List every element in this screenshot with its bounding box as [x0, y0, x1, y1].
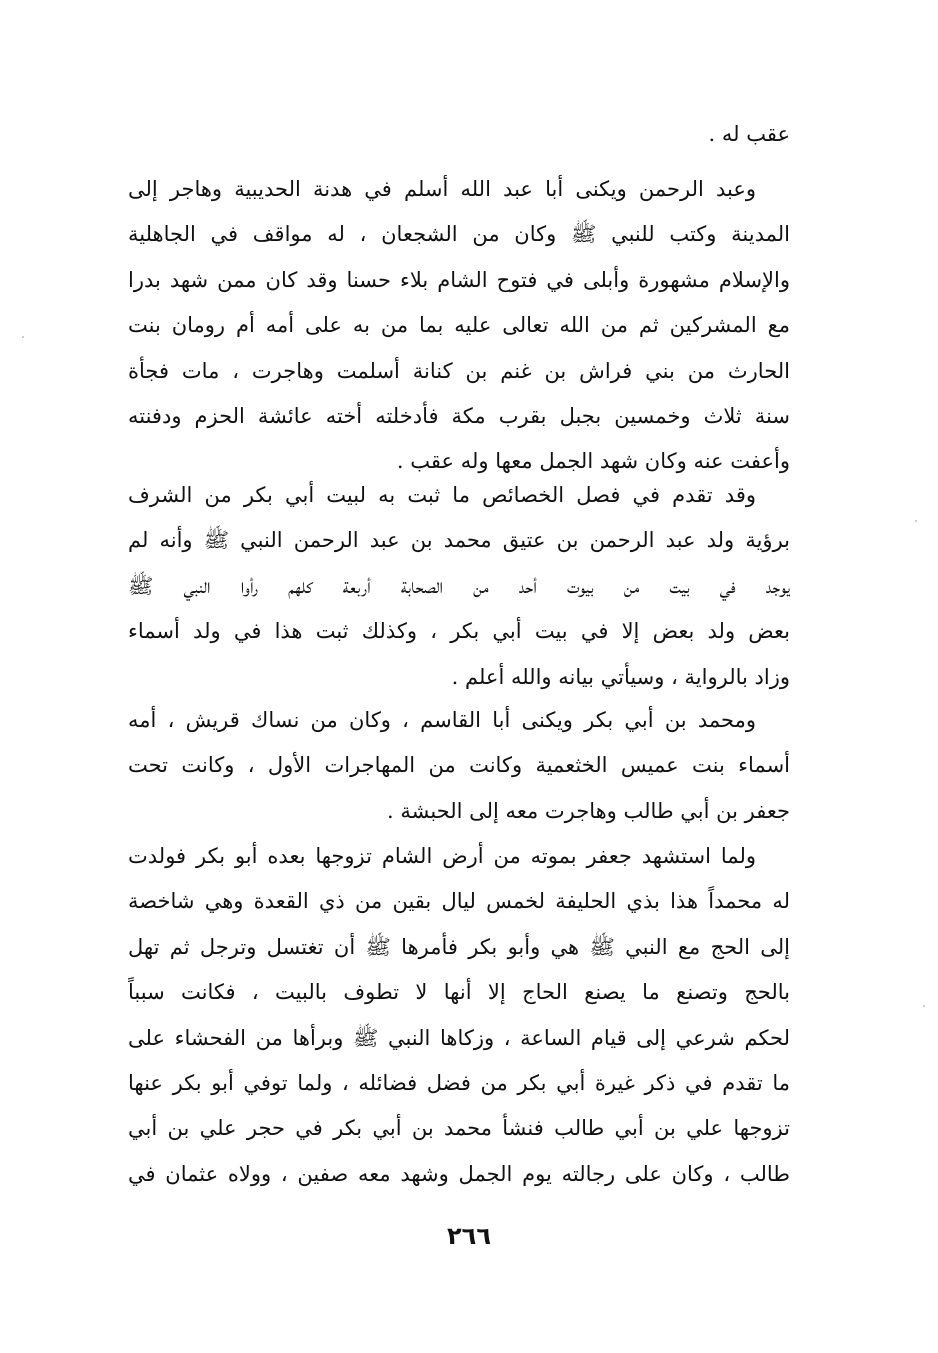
text-line: ومحمد بن أبي بكر ويكنى أبا القاسم ، وكان من نساك قريش ، أمه	[128, 708, 756, 732]
paragraph-intro	[128, 112, 790, 157]
text-line: وأعفت عنه وكان شهد الجمل معها وله عقب .	[396, 449, 790, 474]
text-line: يوجد في بيت من بيوت أحد من الصحابة أربعة كلهم رأوا النبي ﷺ	[128, 573, 790, 598]
text-line: لحكم شرعي إلى قيام الساعة ، وزكاها النبي ﷺ وبرأها من الفحشاء على	[128, 1025, 790, 1050]
paragraph-abdulrahman	[128, 167, 790, 485]
scan-speck	[22, 336, 24, 338]
page-number: ٢٦٦	[447, 1222, 491, 1250]
text-line: سنة ثلاث وخمسين بجبل بقرب مكة فأدخلته أخته عائشة الحزم ودفنته	[128, 403, 790, 428]
text-line: له محمداً هذا بذي الحليفة لخمس ليال بقين من ذي القعدة وهي شاخصة	[128, 889, 790, 914]
text-line: بعض ولد بعض إلا في بيت أبي بكر ، وكذلك ثبت هذا في ولد أسماء	[128, 619, 790, 644]
text-line: وعبد الرحمن ويكنى أبا عبد الله أسلم في هدنة الحديبية وهاجر إلى	[128, 177, 756, 201]
text-line: برؤية ولد عبد الرحمن بن عتيق محمد بن عبد الرحمن النبي ﷺ وأنه لم	[128, 528, 790, 553]
text-line: أسماء بنت عميس الخثعمية وكانت من المهاجرات الأول ، وكانت تحت	[128, 753, 790, 778]
text-line: المدينة وكتب للنبي ﷺ وكان من الشجعان ، له مواقف في الجاهلية	[128, 222, 790, 247]
text-line: ما تقدم في ذكر غيرة أبي بكر من فضل فضائله ، ولما توفي أبو بكر عنها	[128, 1070, 790, 1095]
text-line: وزاد بالرواية ، وسيأتي بيانه والله أعلم .	[451, 664, 790, 689]
text-line: بالحج وتصنع ما يصنع الحاج إلا أنها لا تطوف بالبيت ، فكانت سبباً	[128, 980, 790, 1005]
text-line: الحارث من بني فراش بن غنم بن كنانة أسلمت وهاجرت ، مات فجأة	[128, 358, 790, 383]
paragraph-khasais	[128, 473, 790, 700]
text-line: عقب له .	[708, 122, 790, 146]
text-line: تزوجها علي بن أبي طالب فنشأ محمد بن أبي بكر في حجر علي بن أبي	[128, 1116, 790, 1141]
scan-speck	[915, 520, 917, 522]
text-line: طالب ، وكان على رجالته يوم الجمل وشهد معه صفين ، وولاه عثمان في	[128, 1161, 790, 1186]
scan-speck	[923, 1005, 925, 1007]
text-line: إلى الحج مع النبي ﷺ هي وأبو بكر فأمرها ﷺ أن تغتسل وترجل ثم تهل	[128, 934, 790, 959]
text-line: والإسلام مشهورة وأبلى في فتوح الشام بلاء حسنا وقد كان ممن شهد بدرا	[128, 267, 790, 292]
text-line: جعفر بن أبي طالب وهاجرت معه إلى الحبشة .	[387, 798, 790, 823]
text-line: ولما استشهد جعفر بموته من أرض الشام تزوجها بعده أبو بكر فولدت	[128, 844, 756, 868]
paragraph-muhammad	[128, 698, 790, 834]
paragraph-jafar	[128, 834, 790, 1197]
text-line: وقد تقدم في فصل الخصائص ما ثبت به لبيت أبي بكر من الشرف	[128, 483, 756, 507]
text-line: مع المشركين ثم من الله تعالى عليه بما من به على أمه أم رومان بنت	[128, 313, 790, 338]
